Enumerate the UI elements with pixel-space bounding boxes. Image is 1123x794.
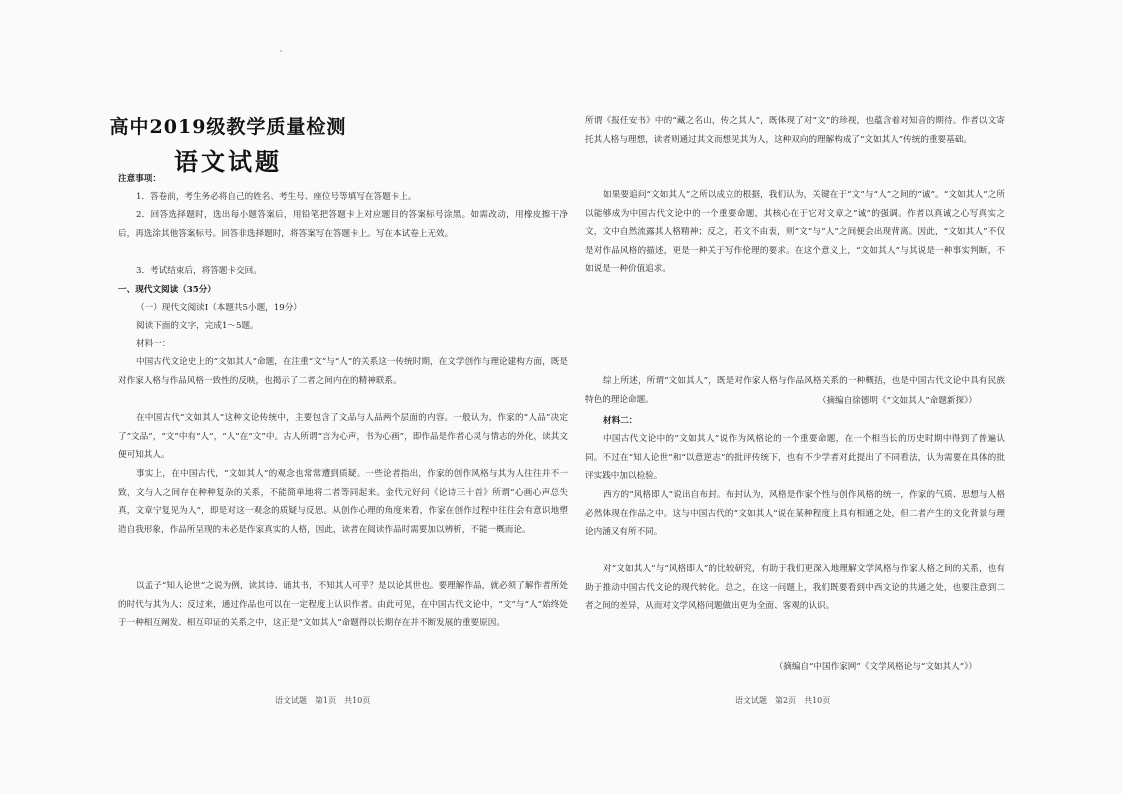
page-title: 高中2019级教学质量检测 — [109, 116, 347, 138]
page-subtitle: 语文试题 — [174, 147, 282, 176]
material2-paragraph: 西方的“风格即人”说出自布封。布封认为，风格是作家个性与创作风格的统一，作家的气质、思想与人格必然体现在作品之中。这与中国古代的“文如其人”说在某种程度上具有相通之处，但二者产生的文化背景与理论内涵又有所不同。 — [585, 490, 1005, 538]
material2-label: 材料二： — [603, 416, 638, 426]
page-footer-left: 语文试题 第1页 共10页 — [275, 696, 371, 705]
material1-paragraph: 事实上，在中国古代，“文如其人”的观念也常常遭到质疑。一些论者指出，作家的创作风格与其为人往往并不一致，文与人之间存在种种复杂的关系，不能简单地将二者等同起来。金代元好问《论诗三十首》所谓“心画心声总失真，文章宁复见为人”，即是对这一观念的质疑与反思。从创作心理的角度来看，作家在创作过程中往往会有意识地塑造自我形象，作品所呈现的未必是作家真实的人格，因此，读者在阅读作品时需要加以辨析，不能一概而论。 — [118, 469, 568, 535]
notice-heading: 注意事项： — [118, 174, 161, 184]
notice-item: 1．答卷前，考生务必将自己的姓名、考生号、座位号等填写在答题卡上。 — [136, 192, 417, 202]
material1-label: 材料一： — [136, 339, 171, 349]
subsection-heading: （一）现代文阅读Ⅰ（本题共5小题，19分） — [136, 303, 302, 313]
material1-paragraph: 所谓《报任安书》中的“藏之名山，传之其人”，既体现了对“文”的珍视，也蕴含着对知音的期待。作者以文寄托其人格与理想，读者则通过其文而想见其为人，这种双向的理解构成了“文如其人”传统的重要基础。 — [585, 116, 1005, 145]
material2-citation: （摘编自“中国作家网”《文学风格论与“文如其人”》） — [774, 662, 977, 672]
material1-paragraph: 综上所述，所谓“文如其人”，既是对作家人格与作品风格关系的一种概括，也是中国古代文论中具有民族特色的理论命题。 — [585, 376, 1005, 405]
material1-paragraph: 以孟子“知人论世”之说为例，读其诗、诵其书，不知其人可乎？是以论其世也。要理解作品，就必须了解作者所处的时代与其为人；反过来，通过作品也可以在一定程度上认识作者。由此可见，在中国古代文论中，“文”与“人”始终处于一种相互阐发、相互印证的关系之中，这正是“文如其人”命题得以长期存在并不断发展的重要原因。 — [118, 581, 568, 629]
material1-paragraph: 如果要追问“文如其人”之所以成立的根据，我们认为，关键在于“文”与“人”之间的“诚”。“文如其人”之所以能够成为中国古代文论中的一个重要命题，其核心在于它对文章之“诚”的强调。作者以真诚之心写真实之文，文中自然流露其人格精神；反之，若文不由衷，则“文”与“人”之间便会出现背离。因此，“文如其人”不仅是对作品风格的描述，更是一种关于写作伦理的要求。在这个意义上，“文如其人”与其说是一种事实判断，不如说是一种价值追求。 — [585, 190, 1005, 275]
instruction: 阅读下面的文字，完成1～5题。 — [136, 321, 259, 331]
scan-dot — [280, 50, 282, 52]
notice-item: 2．回答选择题时，选出每小题答案后，用铅笔把答题卡上对应题目的答案标号涂黑。如需改动，用橡皮擦干净后，再选涂其他答案标号。回答非选择题时，将答案写在答题卡上。写在本试卷上无效。 — [118, 210, 568, 239]
page-footer-right: 语文试题 第2页 共10页 — [735, 696, 831, 705]
material2-paragraph: 中国古代文论中的“文如其人”说作为风格论的一个重要命题，在一个相当长的历史时期中得到了普遍认同。不过在“知人论世”和“以意逆志”的批评传统下，也有不少学者对此提出了不同看法，认为需要在具体的批评实践中加以检验。 — [585, 434, 1005, 482]
material1-paragraph: 中国古代文论史上的“文如其人”命题，在注重“文”与“人”的关系这一传统时期，在文学创作与理论建构方面，既是对作家人格与作品风格一致性的反映，也揭示了二者之间内在的精神联系。 — [118, 357, 568, 386]
section-heading: 一、现代文阅读（35分） — [118, 285, 216, 295]
notice-item: 3．考试结束后，将答题卡交回。 — [136, 266, 262, 276]
material2-paragraph: 对“文如其人”与“风格即人”的比较研究，有助于我们更深入地理解文学风格与作家人格之间的关系，也有助于推动中国古代文论的现代转化。总之，在这一问题上，我们既要看到中西文论的共通之处，也要注意到二者之间的差异，从而对文学风格问题做出更为全面、客观的认识。 — [585, 564, 1005, 612]
material1-citation: （摘编自徐德明《“文如其人”命题新探》） — [817, 396, 977, 406]
material1-paragraph: 在中国古代“文如其人”这种文论传统中，主要包含了文品与人品两个层面的内容。一般认为，作家的“人品”决定了“文品”，“文”中有“人”，“人”在“文”中。古人所谓“言为心声，书为心画”，即作品是作者心灵与情志的外化，读其文便可知其人。 — [118, 413, 568, 461]
